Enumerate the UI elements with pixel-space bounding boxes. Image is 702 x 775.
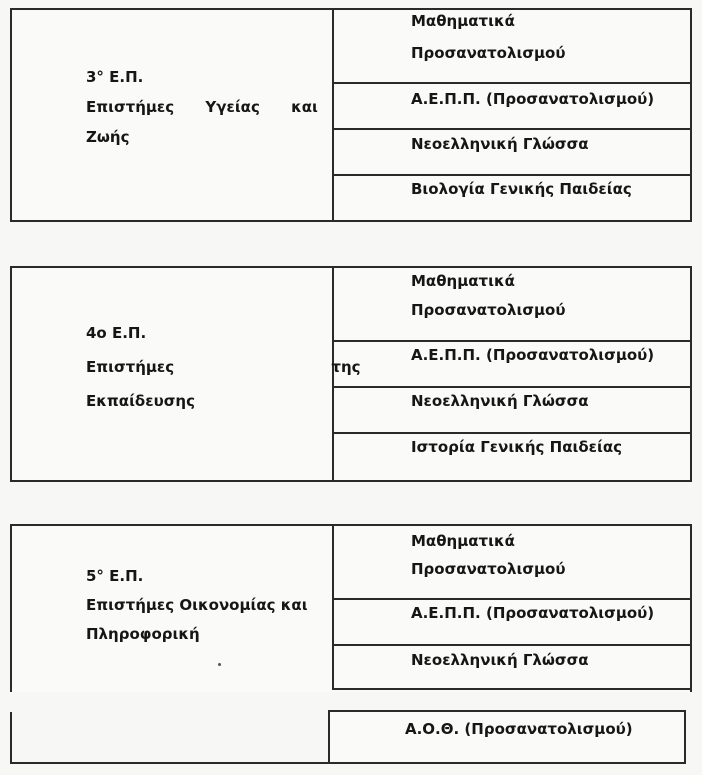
block-5-field-label xyxy=(86,562,332,649)
block-5-subject-1a: Μαθηματικά xyxy=(411,532,515,550)
block-3-subject-2: Α.Ε.Π.Π. (Προσανατολισμού) xyxy=(411,90,655,108)
block-3-divider xyxy=(332,8,334,222)
block-4-subject-3: Νεοελληνική Γλώσσα xyxy=(411,392,589,410)
block-5-subject-1b: Προσανατολισμού xyxy=(411,560,566,578)
block-5-subject-2: Α.Ε.Π.Π. (Προσανατολισμού) xyxy=(411,604,655,622)
block-3-field-name: Επιστήμες Υγείας και xyxy=(86,98,318,116)
scan-speck xyxy=(218,663,221,666)
block-5-row-sep-2 xyxy=(332,644,692,646)
block-3-row-sep-2 xyxy=(332,128,692,130)
block-3-subject-4: Βιολογία Γενικής Παιδείας xyxy=(411,180,632,198)
block-5-field-name-cont: Πληροφορική xyxy=(86,625,200,643)
block-4-field-label xyxy=(86,316,361,418)
block-4-field-number: 4ο Ε.Π. xyxy=(86,324,147,342)
block-5-bottom-edge xyxy=(10,762,328,764)
block-3-subject-3: Νεοελληνική Γλώσσα xyxy=(411,135,589,153)
block-3-subject-1a: Μαθηματικά xyxy=(411,12,515,30)
block-4-field-name: Επιστήμες της xyxy=(86,358,361,376)
block-4-subject-4: Ιστορία Γενικής Παιδείας xyxy=(411,438,623,456)
block-4-subject-2: Α.Ε.Π.Π. (Προσανατολισμού) xyxy=(411,346,655,364)
block-5-left-edge-cont xyxy=(10,712,12,764)
block-5-subject-3: Νεοελληνική Γλώσσα xyxy=(411,651,589,669)
block-3-field-number: 3° Ε.Π. xyxy=(86,68,144,86)
block-4-subject-1a: Μαθηματικά xyxy=(411,272,515,290)
block-4-subject-1b: Προσανατολισμού xyxy=(411,301,566,319)
block-5-row-sep-3 xyxy=(332,688,692,690)
block-5-subject-4: Α.Ο.Θ. (Προσανατολισμού) xyxy=(405,720,633,738)
block-5-field-number: 5° Ε.Π. xyxy=(86,567,144,585)
block-3-subject-1b: Προσανατολισμού xyxy=(411,44,566,62)
block-5-divider xyxy=(332,524,334,690)
block-3-row-sep-1 xyxy=(332,82,692,84)
block-3-field-label xyxy=(86,62,320,152)
block-4-field-name-cont: Εκπαίδευσης xyxy=(86,392,195,410)
block-5-field-name: Επιστήμες Οικονομίας και xyxy=(86,596,308,614)
block-3-field-name-cont: Ζωής xyxy=(86,128,130,146)
